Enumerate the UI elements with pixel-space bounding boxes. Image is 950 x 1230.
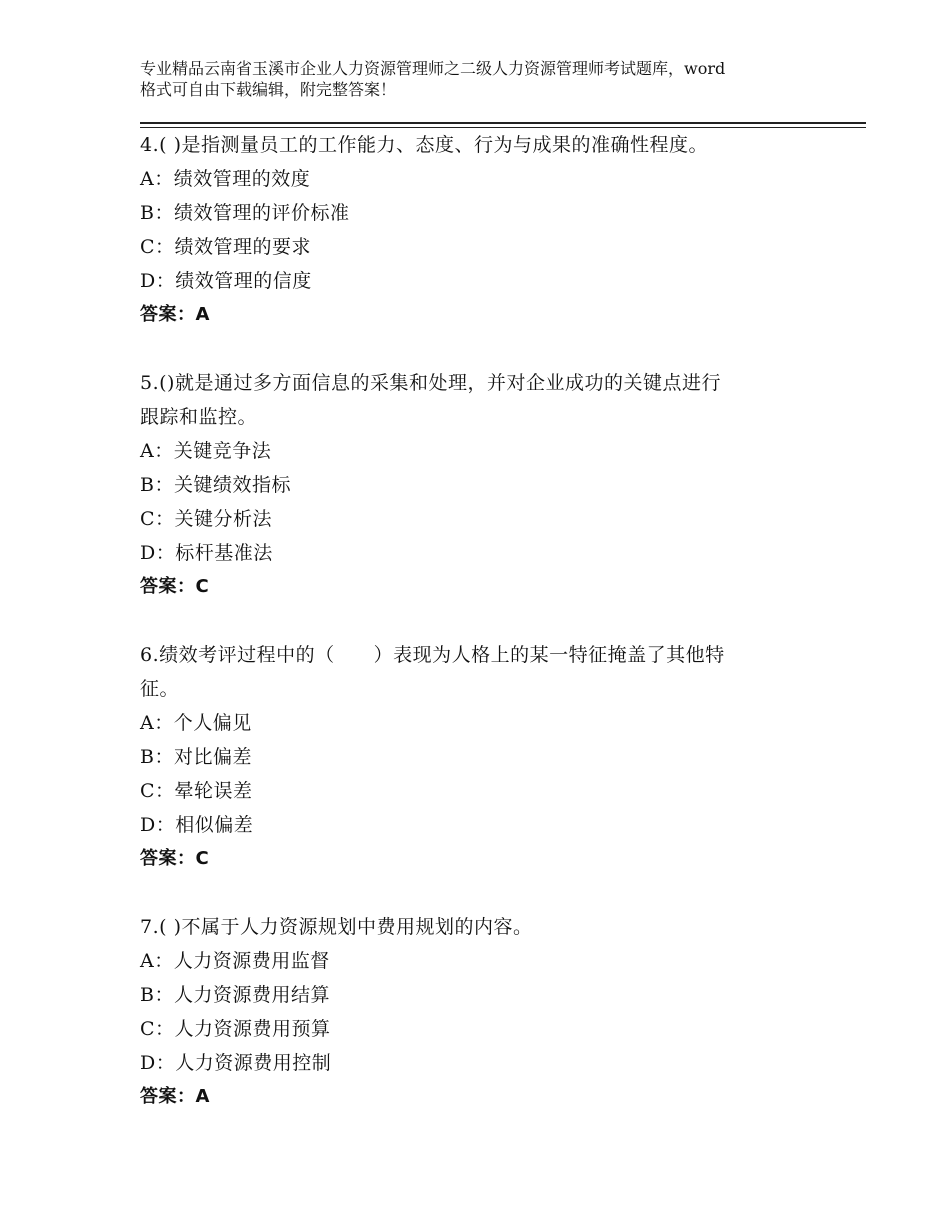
question-stem-continued: 跟踪和监控。: [140, 406, 258, 428]
answer: 答案：A: [140, 1086, 210, 1107]
question-stem: 7.( )不属于人力资源规划中费用规划的内容。: [140, 916, 533, 938]
question-5: [140, 366, 820, 604]
header-line-2: 格式可自由下载编辑，附完整答案！: [140, 80, 397, 99]
option-c: C：人力资源费用预算: [140, 1018, 331, 1040]
question-stem: 5.()就是通过多方面信息的采集和处理，并对企业成功的关键点进行: [140, 372, 721, 394]
option-c: C：晕轮误差: [140, 780, 253, 802]
question-list: [140, 128, 820, 1114]
answer: 答案：A: [140, 304, 210, 325]
option-b: B：对比偏差: [140, 746, 252, 768]
question-stem: 6.绩效考评过程中的（ ）表现为人格上的某一特征掩盖了其他特: [140, 644, 725, 666]
answer: 答案：C: [140, 848, 210, 869]
answer: 答案：C: [140, 576, 210, 597]
option-d: D：标杆基准法: [140, 542, 273, 564]
question-stem-continued: 征。: [140, 678, 180, 700]
option-c: C：关键分析法: [140, 508, 273, 530]
option-d: D：人力资源费用控制: [140, 1052, 332, 1074]
option-a: A：关键竞争法: [140, 440, 272, 462]
option-c: C：绩效管理的要求: [140, 236, 312, 258]
option-d: D：绩效管理的信度: [140, 270, 312, 292]
option-a: A：个人偏见: [140, 712, 252, 734]
option-b: B：绩效管理的评价标准: [140, 202, 350, 224]
question-4: [140, 128, 820, 332]
header-line-1: 专业精品云南省玉溪市企业人力资源管理师之二级人力资源管理师考试题库，word: [140, 59, 726, 78]
option-b: B：人力资源费用结算: [140, 984, 330, 1006]
option-d: D：相似偏差: [140, 814, 254, 836]
option-a: A：绩效管理的效度: [140, 168, 311, 190]
option-a: A：人力资源费用监督: [140, 950, 330, 972]
question-7: [140, 910, 820, 1114]
question-stem: 4.( )是指测量员工的工作能力、态度、行为与成果的准确性程度。: [140, 134, 708, 156]
question-6: [140, 638, 820, 876]
header-divider-thick: [140, 122, 866, 124]
option-b: B：关键绩效指标: [140, 474, 291, 496]
document-header: [140, 58, 840, 100]
